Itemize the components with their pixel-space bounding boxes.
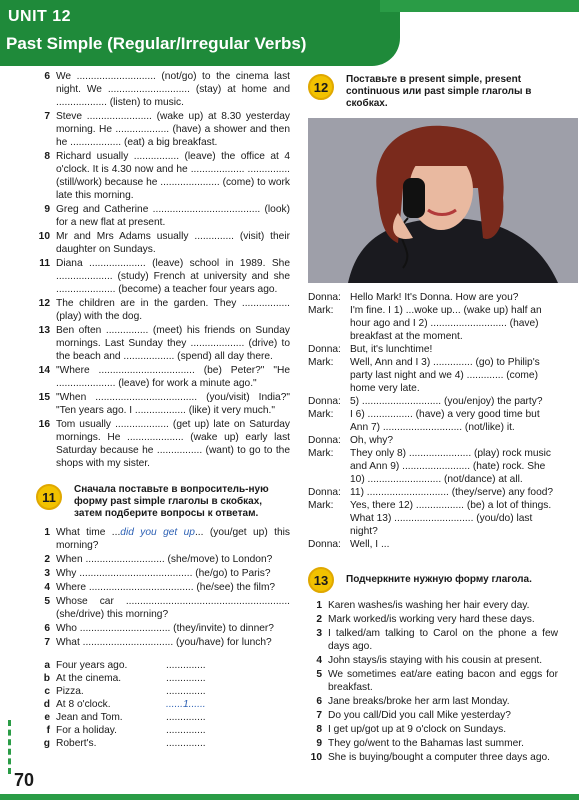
exercise-item: 13 Ben often ............... (meet) his friends on Sunday mornings. Last Sunday they ................... (drive) to the beach and .................. (spend) all day there. (38, 325, 290, 362)
answer-item: a Four years ago. .............. (44, 660, 206, 671)
choice-item: 8 I get up/got up at 9 o'clock on Sundays. (316, 724, 507, 735)
footer-band (0, 794, 579, 800)
dialogue-line: Mark: They only 8) ...................... (play) rock music and Ann 9) ........................ (hate) rock. She 10) .......................... (not/dance) at all. (308, 448, 551, 485)
dialogue-line: Donna: 11) ............................. (they/serve) any food? (308, 487, 554, 498)
choice-item: 2 Mark worked/is working very hard these days. (316, 614, 535, 625)
dialogue-line: Donna: Hello Mark! It's Donna. How are you? (308, 292, 519, 303)
page-title: Past Simple (Regular/Irregular Verbs) (6, 34, 307, 53)
choice-item: 5 We sometimes eat/are eating bacon and eggs for breakfast. (316, 669, 558, 693)
answer-item: g Robert's. .............. (43, 738, 206, 749)
exercise-item: 8 Richard usually ................ (leave) the office at 4 o'clock. It is 4.30 now and he ................... ............... (still/work) because he ..................... (come) to work late this morning. (44, 151, 290, 201)
task-number-badge: 11 (36, 484, 62, 510)
choice-item: 3 I talked/am talking to Carol on the phone a few days ago. (316, 628, 558, 652)
handwritten-answer: did you get up (120, 527, 195, 538)
task-13-header (308, 567, 558, 593)
dialogue-line: Mark: I 6) ................ (have) a very good time but Ann 7) ............................ (not/like) it. (308, 409, 540, 433)
dialogue-line: Donna: 5) ............................ (you/enjoy) the party? (308, 396, 543, 407)
exercise-item: 16 Tom usually ................... (get up) late on Saturday mornings. He .................... (wake up) early last Saturday because he ................ (want) to go to the shops with my sister. (38, 419, 290, 469)
task-12-header (308, 74, 558, 110)
question-item: 5 Whose car .......................................................... (she/drive) this morning? (44, 596, 290, 620)
header-stripe (380, 0, 579, 12)
right-column (308, 70, 558, 765)
question-item: 1 What time ...did you get up... (you/get up) this morning? (44, 527, 290, 551)
task-instruction: Сначала поставьте в вопроситель-ную форму past simple глаголы в скобках, затем подберите вопросы к ответам. (74, 484, 269, 519)
task-11-questions (36, 526, 290, 649)
answer-item: c Pizza. .............. (44, 686, 206, 697)
task-instruction: Подчеркните нужную форму глагола. (346, 574, 532, 585)
task-number-badge: 13 (308, 567, 334, 593)
task-11-header (36, 484, 290, 520)
exercise-item: 10 Mr and Mrs Adams usually .............. (visit) their daughter on Sundays. (38, 231, 290, 255)
woman-on-phone-photo (308, 118, 578, 283)
side-decoration (8, 720, 11, 774)
exercise-item: 14 "Where .................................. (be) Peter?" "He ..................... (leave) for work a minute ago." (38, 365, 290, 389)
choice-item: 7 Do you call/Did you call Mike yesterday? (316, 710, 511, 721)
choice-item: 4 John stays/is staying with his cousin at present. (316, 655, 543, 666)
exercise-item: 12 The children are in the garden. They ................. (play) with the dog. (38, 298, 290, 322)
question-item: 6 Who ................................ (they/invite) to dinner? (44, 623, 274, 634)
choice-item: 10 She is buying/bought a computer three days ago. (310, 752, 551, 763)
exercise-item: 9 Greg and Catherine ...................................... (look) for a new flat at present. (44, 204, 290, 228)
task-instruction: Поставьте в present simple, present continuous или past simple глаголы в скобках. (346, 74, 532, 109)
exercise-item: 6 We ............................ (not/go) to the cinema last night. We ............................. (stay) at home and .................. (listen) to music. (44, 71, 290, 108)
question-item: 3 Why ........................................ (he/go) to Paris? (44, 568, 271, 579)
task-11-answers (36, 659, 290, 750)
exercise-item: 15 "When .................................... (you/visit) India?" "Ten years ago. I .................. (like) it very much." (38, 392, 290, 416)
unit-label: UNIT 12 (8, 8, 72, 25)
answer-item: d At 8 o'clock. ......1...... (43, 699, 206, 710)
dialogue-line: Mark: Well, Ann and I 3) .............. (go) to Philip's party last night and we 4) ............. (come) home very late. (308, 357, 540, 394)
question-item: 7 What ................................ (you/have) for lunch? (44, 637, 272, 648)
question-item: 4 Where ..................................... (he/see) the film? (44, 582, 276, 593)
dialogue-line: Mark: Yes, there 12) ................. (be) a lot of things. What 13) ............................ (you/do) last night? (308, 500, 552, 537)
answer-item: b At the cinema. .............. (43, 673, 206, 684)
answer-item: f For a holiday. .............. (46, 725, 206, 736)
question-item: 2 When ............................ (she/move) to London? (44, 554, 273, 565)
page-number: 70 (14, 770, 35, 790)
photo-illustration (308, 118, 578, 283)
choice-item: 6 Jane breaks/broke her arm last Monday. (316, 696, 510, 707)
left-column (36, 70, 290, 750)
dialogue-line: Donna: Oh, why? (308, 435, 394, 446)
dialogue-line: Mark: I'm fine. I 1) ...woke up... (wake up) half an hour ago and I 2) ........................... (have) breakfast at the moment. (308, 305, 542, 342)
page-header (0, 0, 579, 70)
choice-item: 9 They go/went to the Bahamas last summer. (316, 738, 524, 749)
task-number-badge: 12 (308, 74, 334, 100)
task-13-items (308, 599, 558, 764)
dialogue-line: Donna: Well, I ... (308, 539, 390, 550)
exercise-item: 7 Steve ....................... (wake up) at 8.30 yesterday morning. He ................... (have) a shower and then he .................. (eat) a big breakfast. (44, 111, 290, 148)
choice-item: 1 Karen washes/is washing her hair every day. (316, 600, 530, 611)
exercise-item: 11 Diana .................... (leave) school in 1989. She .................... (study) French at university and she ..................... (become) a teacher four years ago. (39, 258, 290, 295)
exercise-list-continued (36, 70, 290, 470)
answer-item: e Jean and Tom. .............. (44, 712, 206, 723)
dialogue-line: Donna: But, it's lunchtime! (308, 344, 433, 355)
task-12-dialogue (308, 291, 558, 551)
